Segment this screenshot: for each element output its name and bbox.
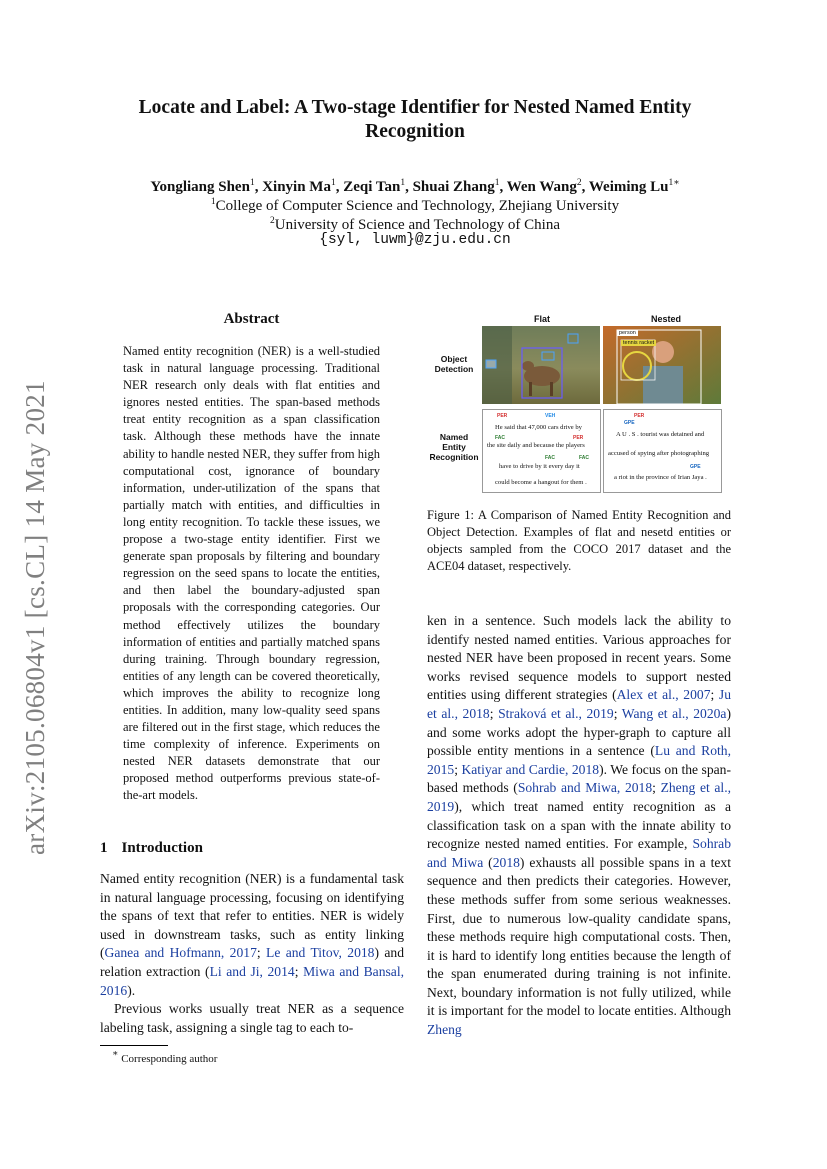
citation-link[interactable]: Katiyar and Cardie, 2018 bbox=[461, 761, 600, 777]
text-run: ; bbox=[652, 780, 661, 796]
citation-link[interactable]: Alex et al., 2007 bbox=[616, 687, 711, 703]
label-tennis-racket: tennis racket bbox=[623, 340, 655, 346]
paragraph bbox=[427, 612, 731, 1040]
author-list: Yongliang Shen$^1$, Xinyin Ma$^1$, Zeqi Tan$^1$, Shuai Zhang$^1$, Wen Wang$^2$, Weiming $Lu^{1∗}$ bbox=[150, 178, 680, 195]
affil-text: College of Computer Science and Technology, Zhejiang University bbox=[215, 198, 620, 214]
text-run: ), which treat named entity recognition as a classification task on a span with the innate ability to recognize nested named entities. For example, bbox=[427, 798, 731, 852]
citation-link[interactable]: Ganea and Hofmann, 2017 bbox=[104, 945, 257, 961]
tag-veh: VEH bbox=[545, 413, 556, 419]
tennis-scene-image bbox=[603, 326, 721, 404]
text-run: ; bbox=[256, 945, 267, 961]
flat-line: could become a hangout for them . bbox=[495, 479, 587, 486]
paper-title: Locate and Label: A Two-stage Identifier for Nested Named Entity Recognition bbox=[138, 97, 692, 142]
figure-1-caption: Figure 1: A Comparison of Named Entity Recognition and Object Detection. Examples of flat and nesetd entities or objects sampled from the COCO 2017 dataset and the ACE04 dataset, respectively. bbox=[427, 508, 731, 573]
author: Zeqi Tan bbox=[343, 179, 401, 195]
figure-1 bbox=[427, 312, 731, 502]
flat-line: have to drive by it every day it bbox=[499, 463, 580, 470]
section-heading bbox=[100, 840, 203, 857]
author-affil-mark: 1 bbox=[494, 178, 500, 188]
author-affil-mark: 1∗ bbox=[668, 178, 680, 188]
citation-link[interactable]: Sohrab and Miwa bbox=[427, 836, 731, 870]
footnote-mark: ∗ bbox=[112, 1049, 119, 1059]
footnote-rule bbox=[100, 1045, 168, 1046]
label-person: person bbox=[619, 330, 636, 336]
text-run: ; bbox=[294, 963, 304, 979]
text-run: ). bbox=[127, 982, 136, 998]
footnote bbox=[112, 1048, 217, 1065]
citation-link[interactable]: Ju et al., 2018 bbox=[427, 687, 731, 721]
citation-link[interactable]: Sohrab and Miwa, 2018 bbox=[517, 780, 653, 796]
author: Xinyin Ma bbox=[262, 179, 331, 195]
figure-row-object-detection: Object Detection bbox=[434, 354, 474, 374]
paragraph: Previous works usually treat NER as a sequence labeling task, assigning a single tag to each to- bbox=[100, 1001, 404, 1035]
flat-ner-box bbox=[482, 409, 601, 493]
tag-gpe: GPE bbox=[624, 420, 635, 426]
intro-left-column bbox=[100, 870, 404, 1037]
text-run: ) and relation extraction ( bbox=[100, 945, 404, 979]
text-run: ). We focus on the span-based methods ( bbox=[427, 761, 731, 796]
tag-fac: FAC bbox=[579, 455, 589, 461]
nested-line: a riot in the province of Irian Jaya . bbox=[614, 474, 707, 481]
figure-col-nested: Nested bbox=[651, 314, 682, 324]
citation-link[interactable]: Straková et al., 2019 bbox=[498, 705, 614, 721]
flat-line: He said that 47,000 cars drive by bbox=[495, 424, 582, 431]
paragraph bbox=[100, 870, 404, 1000]
text-run: Named entity recognition (NER) is a fundamental task in natural language processing, focusing on identifying the spans of text that refer to entities. NER is widely used in downstream tasks, such as entity linking ( bbox=[100, 871, 404, 961]
citation-link[interactable]: Le and Titov, 2018 bbox=[266, 945, 375, 961]
author-affil-mark: 1 bbox=[400, 178, 406, 188]
citation-link[interactable]: Lu and Roth, 2015 bbox=[427, 743, 731, 777]
citation-link[interactable]: Zheng bbox=[427, 1022, 462, 1038]
deer-scene-image bbox=[482, 326, 600, 404]
tag-per: PER bbox=[634, 413, 645, 419]
text-run: ; bbox=[613, 705, 622, 721]
section-title: Introduction bbox=[121, 840, 203, 856]
nested-line: A U . S . tourist was detained and bbox=[616, 431, 705, 438]
author-email[interactable]: {syl, luwm}@zju.edu.cn bbox=[319, 232, 511, 248]
nested-ner-box bbox=[603, 409, 722, 493]
affil-text: University of Science and Technology of China bbox=[274, 217, 561, 233]
text-run: ; bbox=[454, 761, 462, 777]
text-run: ; bbox=[710, 687, 719, 703]
text-run: ( bbox=[483, 854, 493, 870]
figure-row-ner: Named Entity Recognition bbox=[429, 432, 479, 462]
tag-gpe: GPE bbox=[690, 464, 701, 470]
tag-fac: FAC bbox=[545, 455, 555, 461]
citation-link[interactable]: Li and Ji, 2014 bbox=[209, 963, 295, 979]
tag-fac: FAC bbox=[495, 435, 505, 441]
citation-link[interactable]: Wang et al., 2020a bbox=[621, 705, 727, 721]
tag-per: PER bbox=[497, 413, 508, 419]
affil-mark: 1 bbox=[210, 197, 216, 207]
text-run: ) exhausts all possible spans in a text sequence and then predicts their categories. However, these methods suffer from some serious weaknesses. First, due to numerous low-quality candidate spans, these methods require high computational costs. Then, it is hard to identify long entities because the length of the span enumerated during training is not infinite. Next, boundary information is not fully utilized, while it is important for the model to locate entities. Although bbox=[427, 854, 731, 1019]
abstract-heading: Abstract bbox=[223, 311, 280, 327]
citation-link[interactable]: Zheng et al., 2019 bbox=[427, 780, 731, 814]
figure-col-flat: Flat bbox=[534, 314, 551, 324]
author-affil-mark: 2 bbox=[576, 178, 582, 188]
citation-link[interactable]: 2018 bbox=[492, 854, 520, 870]
footnote-text: Corresponding author bbox=[121, 1053, 218, 1065]
author-affil-mark: 1 bbox=[330, 178, 336, 188]
abstract-text: Named entity recognition (NER) is a well-studied task in natural language processing. Traditional NER research only deals with flat entities and ignores nested entities. The span-based methods treat entity recognition as a span classification task. Although these methods have the innate ability to handle nested NER, they suffer from high computational cost, ignorance of boundary information, under-utilization of the spans that partially match with entities, and difficulties in long entity recognition. To tackle these issues, we propose a two-stage entity identifier. First we generate span proposals by filtering and boundary regression on the seed spans to locate the entities, and then label the boundary-adjusted span proposals with the corresponding categories. Our method effectively utilizes the boundary information of entities and partially matched spans during training. Through boundary regression, entities of any length can be covered theoretically, which improves the ability to recognize long entities. In addition, many low-quality seed spans are filtered out in the first stage, which reduces the time complexity of inference. Experiments on nested NER datasets demonstrate that our proposed method outperforms previous state-of-the-art models. bbox=[123, 344, 381, 803]
flat-line: the site daily and because the players bbox=[487, 442, 585, 449]
affil-mark: 2 bbox=[269, 216, 275, 226]
author: Wen Wang bbox=[506, 179, 577, 195]
text-run: ken in a sentence. Such models lack the ability to identify nested named entities. Various approaches for nested NER have been proposed in recent years. Some works revised sequence models to support nested entities using different strategies ( bbox=[427, 613, 731, 703]
author: Weiming Lu bbox=[588, 179, 669, 195]
section-number: 1 bbox=[100, 840, 108, 856]
arxiv-stamp: arXiv:2105.06804v1 [cs.CL] 14 May 2021 bbox=[20, 380, 50, 855]
flat-detection-photo bbox=[482, 326, 600, 404]
citation-link[interactable]: Miwa and Bansal, 2016 bbox=[100, 963, 404, 998]
intro-right-column bbox=[427, 612, 731, 1040]
nested-detection-photo bbox=[603, 326, 721, 404]
author: Yongliang Shen bbox=[150, 179, 250, 195]
author: Shuai Zhang bbox=[412, 179, 495, 195]
text-run: ) and some works adopt the hyper-graph to capture all possible entity mentions in a sentence ( bbox=[427, 705, 731, 759]
author-affil-mark: 1 bbox=[249, 178, 255, 188]
tag-per: PER bbox=[573, 435, 584, 441]
text-run: ; bbox=[489, 705, 499, 721]
nested-line: accused of spying after photographing bbox=[608, 450, 710, 457]
